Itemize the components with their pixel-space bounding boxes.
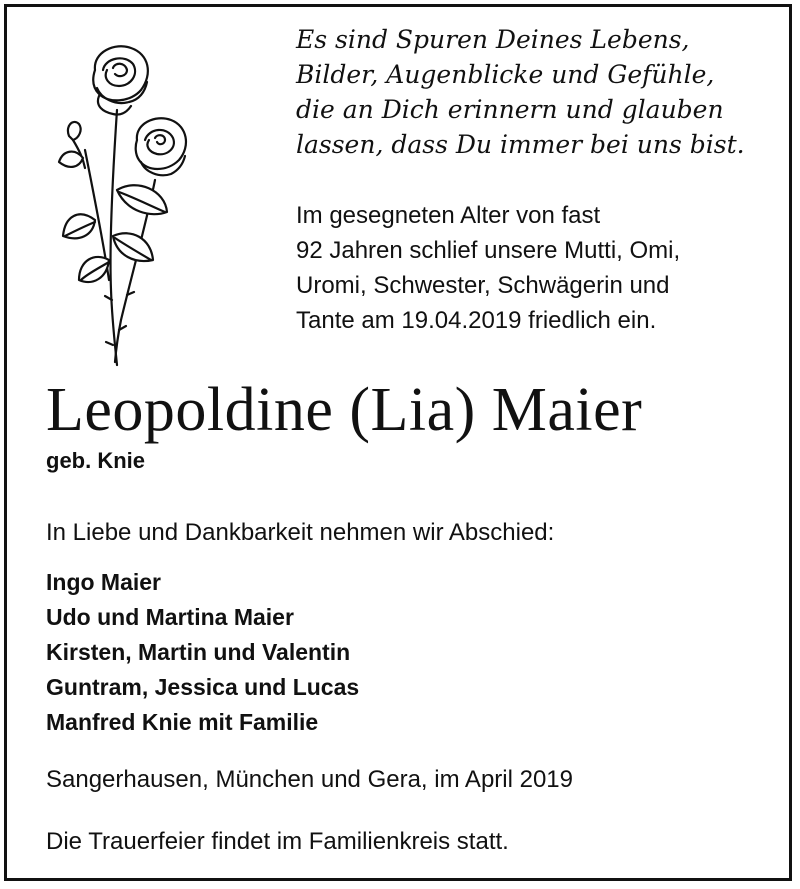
announcement-line: Uromi, Schwester, Schwägerin und xyxy=(296,272,670,299)
mourner: Kirsten, Martin und Valentin xyxy=(46,639,351,665)
mourner: Ingo Maier xyxy=(46,569,162,595)
place-date: Sangerhausen, München und Gera, im April 2019 xyxy=(46,766,574,793)
deceased-name: Leopoldine (Lia) Maier xyxy=(46,376,643,444)
birth-name: geb. Knie xyxy=(46,448,146,473)
mourner: Guntram, Jessica und Lucas xyxy=(46,674,360,700)
death-announcement xyxy=(296,198,776,338)
mourners-list xyxy=(46,565,359,740)
announcement-line: Im gesegneten Alter von fast xyxy=(296,202,601,229)
mourner: Manfred Knie mit Familie xyxy=(46,709,319,735)
memorial-poem xyxy=(296,22,776,162)
announcement-line: Tante am 19.04.2019 friedlich ein. xyxy=(296,307,657,334)
poem-line: Es sind Spuren Deines Lebens, xyxy=(296,25,690,54)
farewell-line: In Liebe und Dankbarkeit nehmen wir Abschied: xyxy=(46,519,555,546)
service-note: Die Trauerfeier findet im Familienkreis statt. xyxy=(46,828,509,855)
poem-line: die an Dich erinnern und glauben xyxy=(296,95,724,124)
announcement-line: 92 Jahren schlief unsere Mutti, Omi, xyxy=(296,237,681,264)
poem-line: Bilder, Augenblicke und Gefühle, xyxy=(296,60,715,89)
rose-icon xyxy=(55,40,215,370)
poem-line: lassen, dass Du immer bei uns bist. xyxy=(296,130,745,159)
mourner: Udo und Martina Maier xyxy=(46,604,294,630)
